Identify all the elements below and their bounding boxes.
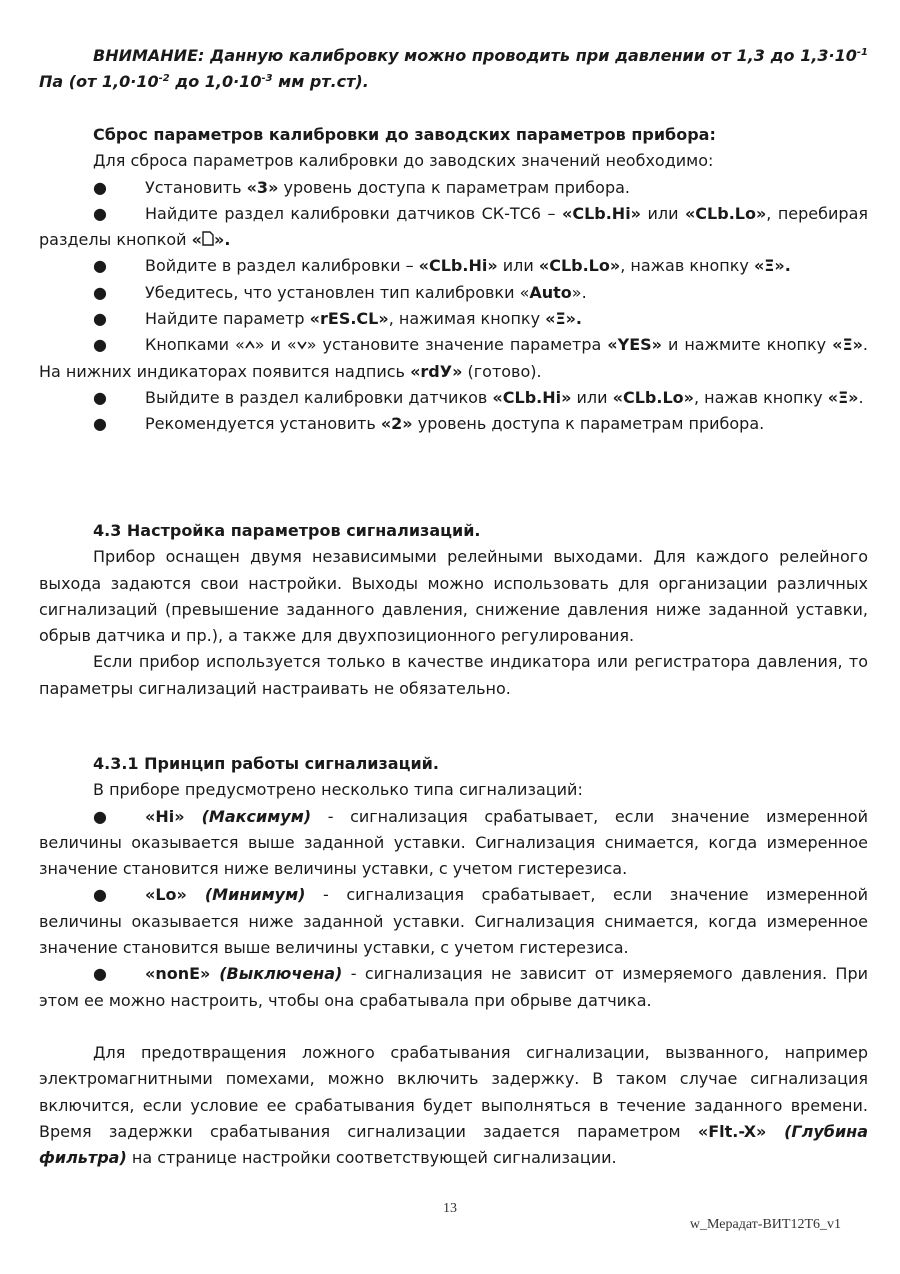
- bullet-icon: ●: [93, 177, 107, 197]
- bullet-icon: ●: [93, 885, 107, 905]
- text-run: » установите значение параметра: [306, 335, 608, 355]
- bullet-icon: ●: [93, 203, 107, 223]
- text-run: или: [571, 387, 613, 407]
- text-run: «Ξ»: [827, 387, 859, 407]
- bullet-icon: ●: [93, 282, 107, 302]
- text-run: Найдите параметр: [145, 309, 310, 329]
- text-run: Найдите раздел калибровки датчиков СК-ТС6 –: [145, 203, 562, 223]
- text-run: «rdУ»: [410, 361, 463, 381]
- list-item: [39, 411, 868, 437]
- text-run: , нажав кнопку: [620, 256, 754, 276]
- text-run: - сигнализация не зависит от измеряемого давления. При этом ее можно настроить, чтобы она срабатывала при обрыве датчика.: [39, 964, 868, 1010]
- text-run: Выйдите в раздел калибровки датчиков: [145, 387, 493, 407]
- warning-text: Па (от 1,0·10: [39, 72, 159, 92]
- text-run: .: [858, 387, 864, 407]
- text-run: (Выключена): [210, 964, 343, 984]
- text-run: Рекомендуется установить: [145, 414, 381, 434]
- text-run: «2»: [380, 414, 413, 434]
- chevron-down-icon: [297, 340, 307, 350]
- text-run: «Ξ».: [545, 309, 582, 329]
- text-run: - сигнализация срабатывает, если значение измеренной величины оказывается выше заданной уставки. Сигнализация снимается, когда измеренное значение становится ниже величины уставки, с учетом гистерезиса.: [39, 806, 868, 879]
- text-run: «Ξ»: [832, 335, 863, 355]
- text-run: «nonE»: [145, 964, 211, 984]
- text-run: , нажимая кнопку: [388, 309, 546, 329]
- bullet-icon: ●: [93, 414, 107, 434]
- bullet-icon: ●: [93, 335, 107, 355]
- text-run: «: [191, 230, 202, 250]
- text-run: на странице настройки соответствующей сигнализации.: [126, 1148, 617, 1168]
- text-run: «Lo»: [145, 885, 187, 905]
- section-heading: 4.3.1 Принцип работы сигнализаций.: [93, 754, 439, 773]
- section-4-3: [39, 518, 868, 702]
- text-run: «rES.CL»: [309, 309, 389, 329]
- bullet-icon: ●: [93, 806, 107, 826]
- list-item: [39, 385, 868, 411]
- section-4-3-1: [39, 751, 868, 1171]
- text-run: и нажмите кнопку: [661, 335, 833, 355]
- text-run: » и «: [254, 335, 297, 355]
- text-run: (Минимум): [186, 885, 306, 905]
- calibration-warning: [39, 43, 868, 96]
- list-item: [39, 306, 868, 332]
- text-run: «Hi»: [145, 806, 185, 826]
- bullet-icon: ●: [93, 309, 107, 329]
- bullet-icon: ●: [93, 964, 107, 984]
- text-run: , перебирая разделы кнопкой: [39, 203, 869, 250]
- list-item: [39, 961, 868, 1014]
- text-run: уровень доступа к параметрам прибора.: [412, 414, 765, 434]
- text-run: , нажав кнопку: [693, 387, 828, 407]
- document-footer: w_Мерадат-ВИТ12Т6_v1: [689, 1217, 841, 1232]
- page-icon: [202, 231, 214, 246]
- list-item: [39, 253, 868, 279]
- text-run: (Максимум): [184, 806, 312, 826]
- page-number: 13: [443, 1201, 457, 1216]
- reset-section: [39, 122, 868, 438]
- list-item: [39, 201, 868, 254]
- bullet-icon: ●: [93, 387, 107, 407]
- text-run: Установить: [145, 177, 247, 197]
- text-run: «Ξ».: [753, 256, 791, 276]
- list-item: [39, 804, 868, 883]
- text-run: «CLb.Lo»: [612, 387, 694, 407]
- exponent: -3: [261, 73, 273, 85]
- warning-text: мм рт.ст).: [272, 72, 369, 92]
- warning-text: ВНИМАНИЕ: Данную калибровку можно проводить при давлении от 1,3 до 1,3·10: [93, 46, 857, 65]
- text-run: Убедитесь, что установлен тип калибровки «: [145, 282, 530, 302]
- text-run: Для предотвращения ложного срабатывания сигнализации, вызванного, например электромагнитными помехами, можно включить задержку. В таком случае сигнализация включится, если условие ее срабатывания будет выполняться в течение заданного времени. Время задержки срабатывания сигнализации задается параметром: [39, 1042, 868, 1141]
- text-run: «3»: [246, 177, 279, 197]
- section-heading: 4.3 Настройка параметров сигнализаций.: [93, 521, 481, 540]
- text-run: - сигнализация срабатывает, если значение измеренной величины оказывается ниже заданной уставки. Сигнализация снимается, когда измеренное значение становится выше величины уставки, с учетом гистерезиса.: [39, 885, 868, 958]
- text-run: или: [497, 256, 539, 276]
- list-item: [39, 882, 868, 961]
- reset-intro: Для сброса параметров калибровки до заводских значений необходимо:: [93, 151, 714, 171]
- list-item: [39, 332, 868, 385]
- text-run: «Flt.-X»: [697, 1121, 767, 1141]
- reset-heading: Сброс параметров калибровки до заводских параметров прибора:: [93, 125, 716, 144]
- text-run: уровень доступа к параметрам прибора.: [278, 177, 630, 197]
- text-run: «CLb.Lo»: [538, 256, 621, 276]
- text-run: ».: [571, 282, 587, 302]
- paragraph: [39, 1040, 868, 1171]
- text-run: «CLb.Hi»: [562, 203, 642, 223]
- text-run: (Глубина фильтра): [39, 1121, 869, 1168]
- paragraph: Если прибор используется только в качестве индикатора или регистратора давления, то параметры сигнализаций настраивать не обязательно.: [39, 652, 868, 698]
- paragraph: В приборе предусмотрено несколько типа сигнализаций:: [93, 780, 583, 800]
- warning-text: до 1,0·10: [169, 72, 262, 92]
- text-run: ».: [213, 230, 231, 250]
- list-item: [39, 280, 868, 306]
- text-run: «YES»: [607, 335, 662, 355]
- exponent: -2: [158, 73, 170, 85]
- bullet-icon: ●: [93, 256, 107, 276]
- text-run: «CLb.Hi»: [418, 256, 498, 276]
- text-run: «CLb.Lo»: [684, 203, 767, 223]
- list-item: [39, 175, 868, 201]
- text-run: Auto: [529, 282, 572, 302]
- chevron-up-icon: [245, 340, 255, 350]
- text-run: «CLb.Hi»: [492, 387, 572, 407]
- paragraph: Прибор оснащен двумя независимыми релейными выходами. Для каждого релейного выхода задаются свои настройки. Выходы можно использовать для организации различных сигнализаций (превышение заданного давления, снижение давления ниже заданной уставки, обрыв датчика и пр.), а также для двухпозиционного регулирования.: [39, 547, 868, 646]
- text-run: (готово).: [462, 361, 542, 381]
- text-run: Кнопками «: [145, 335, 245, 355]
- text-run: Войдите в раздел калибровки –: [145, 256, 419, 276]
- text-run: или: [641, 203, 685, 223]
- text-run: . На нижних индикаторах появится надпись: [39, 335, 868, 381]
- exponent: -1: [856, 47, 868, 58]
